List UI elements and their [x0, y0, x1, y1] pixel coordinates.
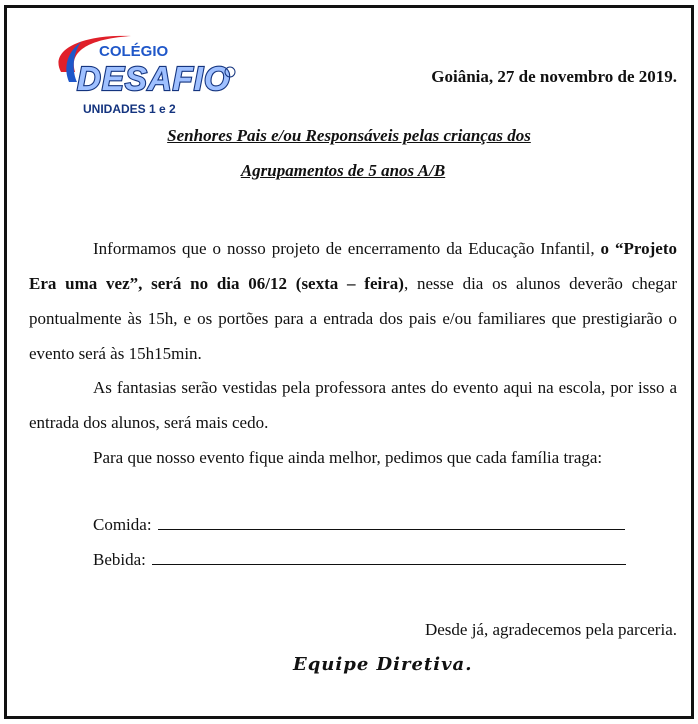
paragraph-project-start: Informamos que o nosso projeto de encerramento da Educação Infantil,: [93, 239, 601, 258]
logo-sub-text: UNIDADES 1 e 2: [83, 102, 176, 116]
bebida-label: Bebida:: [93, 550, 146, 569]
logo-main-text: DESAFIO: [77, 60, 231, 97]
heading-line-2: Agrupamentos de 5 anos A/B: [240, 161, 446, 180]
comida-blank-line[interactable]: [158, 515, 625, 530]
signature: Equipe Diretiva.: [293, 654, 473, 675]
paragraph-project-end: , nesse dia os alunos deverão chegar pontualmente às 15h, e os portões para a entrada dos pais e/ou familiares que prestigiarão o evento será às 15h15min.: [29, 274, 678, 363]
paragraph-request-text: Para que nosso evento fique ainda melhor, pedimos que cada família traga:: [93, 448, 603, 467]
letter-date: Goiânia, 27 de novembro de 2019.: [431, 67, 677, 86]
bebida-blank-line[interactable]: [152, 550, 626, 565]
comida-field: [93, 515, 625, 535]
logo-top-text: COLÉGIO: [99, 43, 169, 60]
paragraph-project-bold: o “Projeto Era uma vez”, será no dia 06/12 (sexta – feira): [29, 239, 677, 293]
thanks-line: Desde já, agradecemos pela parceria.: [424, 620, 677, 639]
paragraph-request: [29, 440, 677, 475]
colegio-desafio-logo: [41, 32, 251, 117]
bebida-field: [93, 550, 626, 570]
heading-line-1: Senhores Pais e/ou Responsáveis pelas crianças dos: [167, 126, 531, 145]
paragraph-costumes: [29, 370, 677, 440]
paragraph-project: [29, 231, 677, 371]
paragraph-costumes-text: As fantasias serão vestidas pela professora antes do evento aqui na escola, por isso a entrada dos alunos, será mais cedo.: [29, 378, 677, 432]
comida-label: Comida:: [93, 515, 152, 534]
letter-page: [4, 5, 694, 719]
